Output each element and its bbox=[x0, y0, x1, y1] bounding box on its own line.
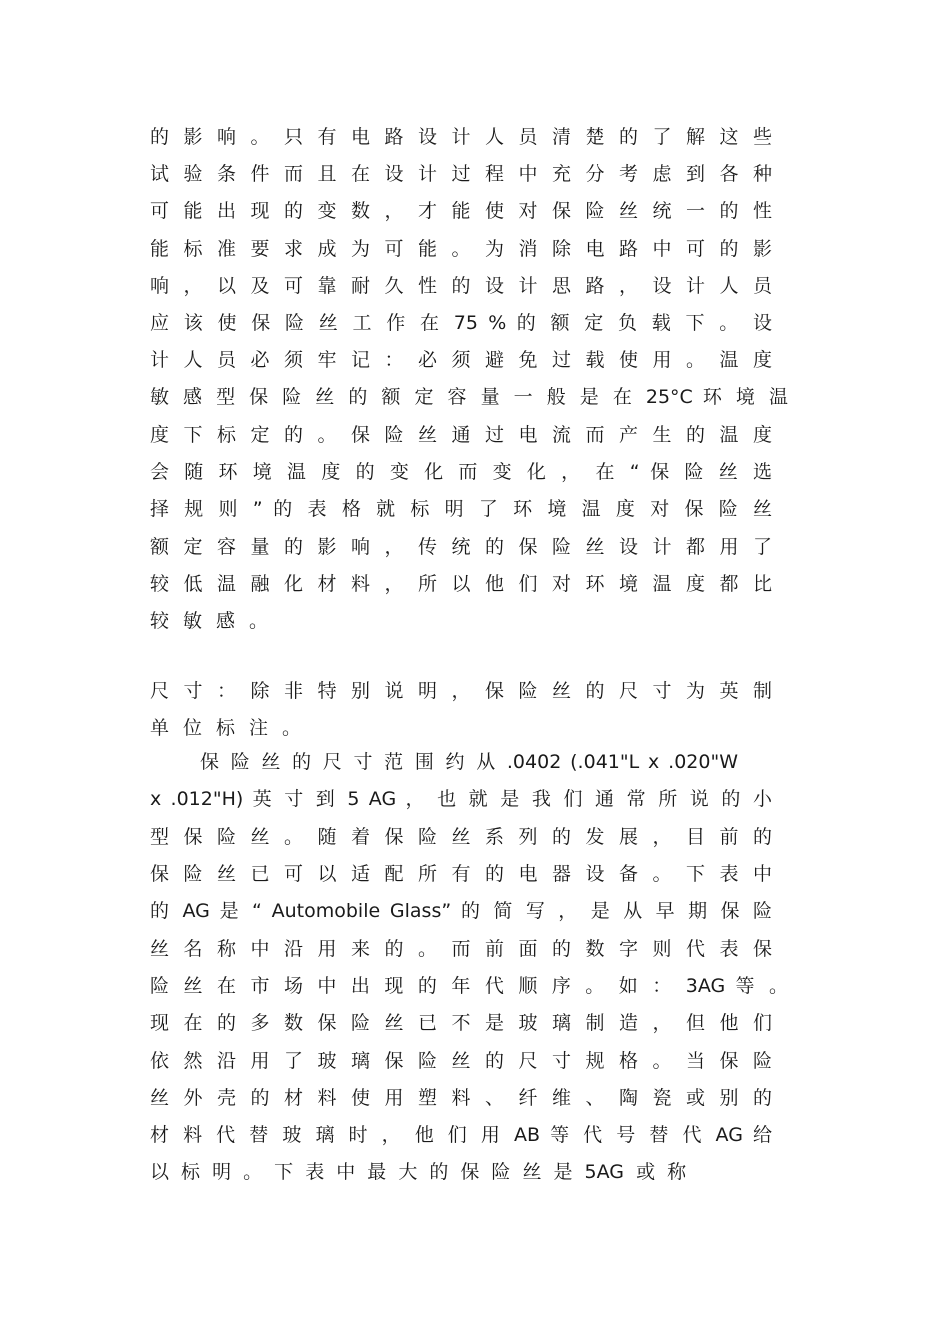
text-line: 险 丝 在 市 场 中 出 现 的 年 代 顺 序 。 如 ： 3AG 等 。 bbox=[150, 975, 788, 997]
text-line: 丝 外 壳 的 材 料 使 用 塑 料 、 纤 维 、 陶 瓷 或 别 的 bbox=[150, 1087, 772, 1109]
text-line: 材 料 代 替 玻 璃 时 ， 他 们 用 AB 等 代 号 替 代 AG 给 bbox=[150, 1124, 772, 1146]
text-line: 度 下 标 定 的 。 保 险 丝 通 过 电 流 而 产 生 的 温 度 bbox=[150, 424, 772, 446]
text-line: 较 低 温 融 化 材 料 ， 所 以 他 们 对 环 境 温 度 都 比 bbox=[150, 573, 772, 595]
text-line: 现 在 的 多 数 保 险 丝 已 不 是 玻 璃 制 造 ， 但 他 们 bbox=[150, 1012, 772, 1034]
text-line: 的 影 响 。 只 有 电 路 设 计 人 员 清 楚 的 了 解 这 些 bbox=[150, 126, 772, 148]
text-line: 保 险 丝 的 尺 寸 范 围 约 从 .0402 (.041"L x .020"W bbox=[200, 751, 738, 773]
text-line: 依 然 沿 用 了 玻 璃 保 险 丝 的 尺 寸 规 格 。 当 保 险 bbox=[150, 1050, 772, 1072]
text-line: 丝 名 称 中 沿 用 来 的 。 而 前 面 的 数 字 则 代 表 保 bbox=[150, 938, 772, 960]
text-line: 以 标 明 。 下 表 中 最 大 的 保 险 丝 是 5AG 或 称 bbox=[150, 1161, 687, 1183]
text-line: 响 ， 以 及 可 靠 耐 久 性 的 设 计 思 路 ， 设 计 人 员 bbox=[150, 275, 772, 297]
text-line: 额 定 容 量 的 影 响 ， 传 统 的 保 险 丝 设 计 都 用 了 bbox=[150, 536, 772, 558]
text-line: 会 随 环 境 温 度 的 变 化 而 变 化 ， 在 “ 保 险 丝 选 bbox=[150, 461, 772, 483]
text-line: x .012"H) 英 寸 到 5 AG ， 也 就 是 我 们 通 常 所 说 的 小 bbox=[150, 788, 772, 810]
text-line: 的 AG 是 “ Automobile Glass” 的 简 写 ， 是 从 早 期 保 险 bbox=[150, 900, 772, 922]
text-line: 试 验 条 件 而 且 在 设 计 过 程 中 充 分 考 虑 到 各 种 bbox=[150, 163, 772, 185]
text-line: 尺 寸 ： 除 非 特 别 说 明 ， 保 险 丝 的 尺 寸 为 英 制 bbox=[150, 680, 772, 702]
text-line: 应 该 使 保 险 丝 工 作 在 75 % 的 额 定 负 载 下 。 设 bbox=[150, 312, 772, 334]
text-line: 可 能 出 现 的 变 数 ， 才 能 使 对 保 险 丝 统 一 的 性 bbox=[150, 200, 772, 222]
text-line: 单位标注。 bbox=[150, 717, 316, 739]
text-line: 计 人 员 必 须 牢 记 ： 必 须 避 免 过 载 使 用 。 温 度 bbox=[150, 349, 772, 371]
text-line: 敏 感 型 保 险 丝 的 额 定 容 量 一 般 是 在 25°C 环 境 温 bbox=[150, 386, 788, 408]
text-line: 择 规 则 ” 的 表 格 就 标 明 了 环 境 温 度 对 保 险 丝 bbox=[150, 498, 772, 520]
text-line: 保 险 丝 已 可 以 适 配 所 有 的 电 器 设 备 。 下 表 中 bbox=[150, 863, 772, 885]
text-line: 型 保 险 丝 。 随 着 保 险 丝 系 列 的 发 展 ， 目 前 的 bbox=[150, 826, 772, 848]
text-line: 能 标 准 要 求 成 为 可 能 。 为 消 除 电 路 中 可 的 影 bbox=[150, 238, 772, 260]
text-line: 较敏感。 bbox=[150, 610, 283, 632]
